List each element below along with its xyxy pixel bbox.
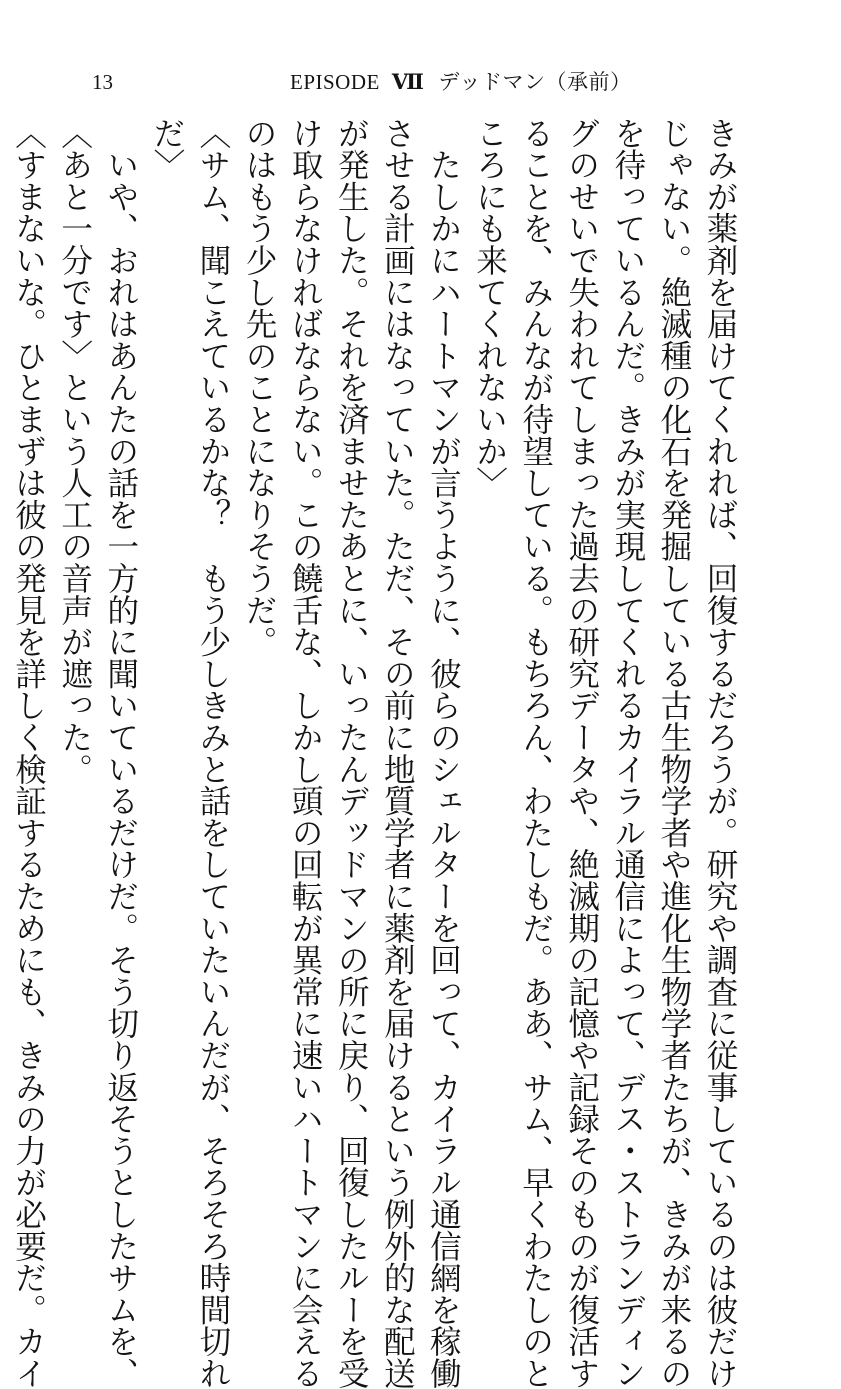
text-line: グのせいで失われてしまった過去の研究データや、絶滅期の記憶や記録そのものが復活す <box>563 117 600 1389</box>
text-line: いや、おれはあんたの話を一方的に聞いているだけだ。そう切り返そうとしたサムを、 <box>102 117 139 1389</box>
text-line: じゃない。絶滅種の化石を発掘している古生物学者や進化生物学者たちが、きみが来るの <box>655 117 692 1389</box>
text-line: 〈すまないな。ひとまずは彼の発見を詳しく検証するためにも、きみの力が必要だ。カイ <box>10 117 47 1389</box>
text-line: 〈サム、聞こえているかな？ もう少しきみと話をしていたいんだが、そろそろ時間切れ <box>194 117 231 1389</box>
text-line: だ〉 <box>148 117 185 181</box>
text-line: が発生した。それを済ませたあとに、いったんデッドマンの所に戻り、回復したルーを受 <box>333 117 370 1389</box>
episode-numeral: Ⅶ <box>391 70 425 94</box>
text-line: させる計画にはなっていた。ただ、その前に地質学者に薬剤を届けるという例外的な配送 <box>379 117 416 1389</box>
body-text <box>10 117 743 1389</box>
text-line: を待っているんだ。きみが実現してくれるカイラル通信によって、デス・ストランディン <box>609 117 646 1389</box>
text-line: のはもう少し先のことになりそうだ。 <box>241 117 278 658</box>
text-line: きみが薬剤を届けてくれれば、回復するだろうが。研究や調査に従事しているのは彼だけ <box>702 117 738 1389</box>
episode-label: EPISODE <box>290 70 380 94</box>
page-number: 13 <box>92 70 113 94</box>
text-line: ることを、みんなが待望している。もちろん、わたしもだ。ああ、サム、早くわたしのと <box>517 117 554 1389</box>
text-line: ころにも来てくれないか〉 <box>471 117 508 499</box>
text-line: け取らなければならない。この饒舌な、しかし頭の回転が異常に速いハートマンに会える <box>287 117 324 1389</box>
text-line: 〈あと一分です〉という人工の音声が遮った。 <box>56 117 93 785</box>
running-head <box>290 72 631 93</box>
text-line <box>0 117 6 1117</box>
chapter-title: デッドマン（承前） <box>438 70 632 94</box>
text-line: たしかにハートマンが言うように、彼らのシェルターを回って、カイラル通信網を稼働 <box>425 117 462 1389</box>
